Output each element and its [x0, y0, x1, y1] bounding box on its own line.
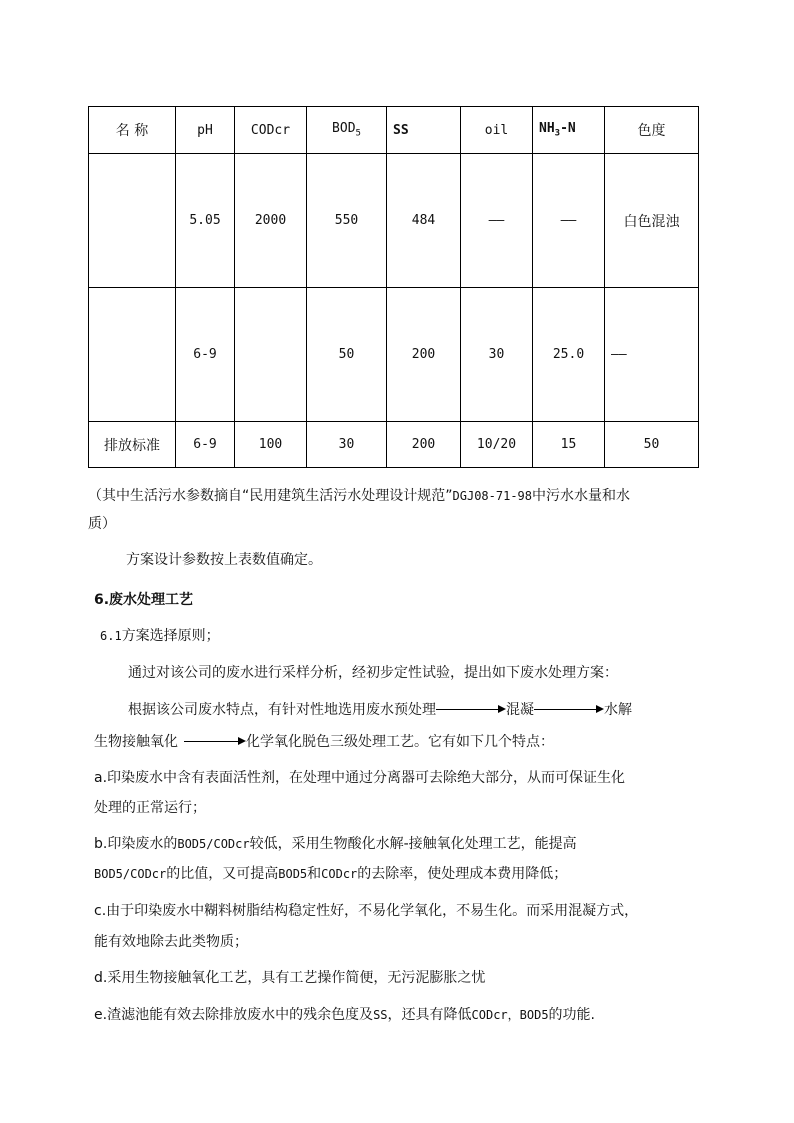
arrow-icon: [436, 703, 506, 717]
cell-bod5: 50: [307, 288, 387, 422]
water-quality-table: [88, 106, 699, 468]
arrow-icon: [534, 703, 604, 717]
cell-oil: ——: [461, 154, 533, 288]
feature-c-line2: 能有效地除去此类物质；: [94, 934, 248, 950]
header-oil: oil: [461, 107, 533, 154]
feature-c-line1: c.由于印染废水中糊料树脂结构稳定性好，不易化学氧化，不易生化。而采用混凝方式，: [94, 903, 639, 919]
cell-nh3n: ——: [533, 154, 605, 288]
cell-codcr: [235, 288, 307, 422]
feature-e: e.渣滤池能有效去除排放废水中的残余色度及SS，还具有降低CODcr，BOD5的功能.: [94, 1007, 595, 1023]
header-ph: pH: [176, 107, 235, 154]
header-codcr: CODcr: [235, 107, 307, 154]
cell-name: [89, 154, 176, 288]
paragraph-2-line1: 根据该公司废水特点，有针对性地选用废水预处理 混凝 水解: [128, 702, 632, 718]
table-note-line1: （其中生活污水参数摘自“民用建筑生活污水处理设计规范”DGJ08-71-98中污水水量和水: [88, 488, 630, 504]
cell-nh3n: 15: [533, 422, 605, 468]
cell-oil: 10/20: [461, 422, 533, 468]
section-heading: 6.废水处理工艺: [94, 592, 194, 608]
header-ss: SS: [387, 107, 461, 154]
cell-oil: 30: [461, 288, 533, 422]
design-basis: 方案设计参数按上表数值确定。: [126, 552, 322, 568]
cell-bod5: 550: [307, 154, 387, 288]
feature-b-line2: BOD5/CODcr的比值，又可提高BOD5和CODcr的去除率，使处理成本费用降低；: [94, 866, 568, 882]
cell-bod5: 30: [307, 422, 387, 468]
subsection-heading: 6.1方案选择原则；: [100, 628, 220, 644]
table-header-row: [89, 107, 699, 154]
cell-nh3n: 25.0: [533, 288, 605, 422]
table-note-line2: 质）: [88, 516, 116, 532]
cell-codcr: 2000: [235, 154, 307, 288]
feature-a-line1: a.印染废水中含有表面活性剂，在处理中通过分离器可去除绝大部分，从而可保证生化: [94, 770, 626, 786]
cell-ph: 5.05: [176, 154, 235, 288]
cell-codcr: 100: [235, 422, 307, 468]
table-row: [89, 154, 699, 288]
cell-ph: 6-9: [176, 422, 235, 468]
table-row: [89, 288, 699, 422]
header-nh3n: $NH_3-N$: [533, 107, 605, 154]
cell-color: 白色混浊: [605, 154, 699, 288]
feature-a-line2: 处理的正常运行；: [94, 800, 206, 816]
feature-b-line1: b.印染废水的BOD5/CODcr较低，采用生物酸化水解-接触氧化处理工艺，能提高: [94, 836, 577, 852]
paragraph-1: 通过对该公司的废水进行采样分析，经初步定性试验，提出如下废水处理方案：: [128, 665, 618, 681]
header-color: 色度: [605, 107, 699, 154]
feature-d: d.采用生物接触氧化工艺，具有工艺操作简便，无污泥膨胀之忧: [94, 970, 486, 986]
cell-ss: 484: [387, 154, 461, 288]
cell-ss: 200: [387, 422, 461, 468]
table-row: [89, 422, 699, 468]
cell-color: 50: [605, 422, 699, 468]
header-name: 名 称: [89, 107, 176, 154]
arrow-icon: [184, 735, 246, 749]
header-bod5: $BOD_5$: [307, 107, 387, 154]
cell-color: ——: [605, 288, 699, 422]
cell-ph: 6-9: [176, 288, 235, 422]
cell-name: 排放标准: [89, 422, 176, 468]
paragraph-2-line2: 生物接触氧化 化学氧化脱色三级处理工艺。它有如下几个特点：: [94, 734, 554, 750]
cell-ss: 200: [387, 288, 461, 422]
cell-name: [89, 288, 176, 422]
